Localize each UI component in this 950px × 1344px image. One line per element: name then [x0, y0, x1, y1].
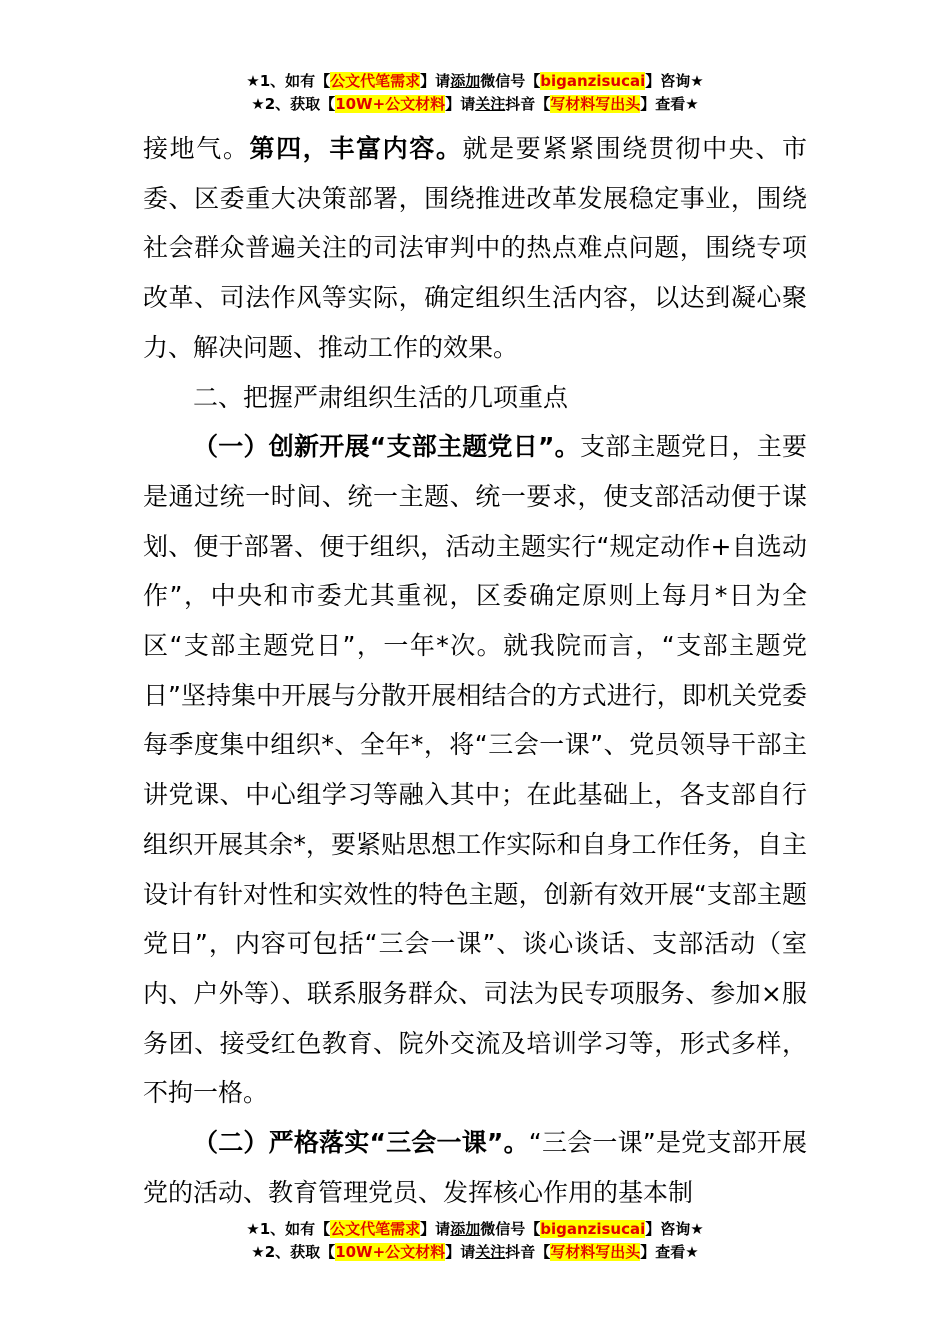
paragraph-text: 支部主题党日，主要是通过统一时间、统一主题、统一要求，使支部活动便于谋划、便于部署、便于组织，活动主题实行“规定动作+自选动作”，中央和市委尤其重视，区委确定原则上每月*日为全区“支部主题党日”，一年*次。就我院而言，“支部主题党日”坚持集中开展与分散开展相结合的方式进行，即机关党委每季度集中组织*、全年*，将“三会一课”、党员领导干部主讲党课、中心组学习等融入其中；在此基础上，各支部自行组织开展其余*，要紧贴思想工作实际和自身工作任务，自主设计有针对性和实效性的特色主题，创新有效开展“支部主题党日”，内容可包括“三会一课”、谈心谈话、支部活动（室内、户外等）、联系服务群众、司法为民专项服务、参加×服务团、接受红色教育、院外交流及培训学习等，形式多样，不拘一格。 [143, 432, 807, 1108]
subsection-title: （一）创新开展“支部主题党日”。 [193, 432, 580, 462]
banner-underlined-text: 添加 [450, 1220, 481, 1238]
banner-text: 】咨询★ [645, 72, 704, 90]
banner-text: 】请 [445, 1243, 476, 1261]
banner-text: 抖音【 [505, 95, 551, 113]
banner-highlight-service: 公文代笔需求 [330, 72, 421, 90]
banner-text: 】查看★ [640, 95, 699, 113]
banner-underlined-text: 关注 [475, 1243, 506, 1261]
paragraph-three-meetings [143, 1118, 807, 1217]
banner-text: 】请 [445, 95, 476, 113]
banner-underlined-text: 添加 [450, 72, 481, 90]
footer-banner [0, 1218, 950, 1264]
banner-text: ★1、如有【 [246, 72, 331, 90]
paragraph-text: 就是要紧紧围绕贯彻中央、市委、区委重大决策部署，围绕推进改革发展稳定事业，围绕社会群众普遍关注的司法审判中的热点难点问题，围绕专项改革、司法作风等实际，确定组织生活内容，以达到凝心聚力、解决问题、推动工作的效果。 [143, 134, 807, 362]
banner-highlight-douyin-id: 写材料写出头 [550, 95, 641, 113]
banner-text: 】咨询★ [645, 1220, 704, 1238]
banner-text: ★2、获取【 [251, 1243, 336, 1261]
subsection-title: （二）严格落实“三会一课”。 [193, 1128, 529, 1158]
banner-text: ★1、如有【 [246, 1220, 331, 1238]
banner-text: 微信号【 [480, 72, 541, 90]
banner-text: 】查看★ [640, 1243, 699, 1261]
banner-highlight-wechat-id: biganzisucai [540, 1220, 646, 1238]
banner-highlight-wechat-id: biganzisucai [540, 72, 646, 90]
footer-banner-line-2 [0, 1241, 950, 1264]
bold-lead-phrase: 第四，丰富内容。 [249, 134, 463, 163]
banner-text: 】请 [420, 1220, 451, 1238]
banner-highlight-materials: 10W+公文材料 [335, 95, 446, 113]
banner-text: 抖音【 [505, 1243, 551, 1261]
banner-text: 微信号【 [480, 1220, 541, 1238]
section-heading: 二、把握严肃组织生活的几项重点 [193, 382, 569, 412]
header-banner-line-1 [0, 70, 950, 93]
document-body [143, 124, 807, 1217]
paragraph-enrich-content [143, 124, 807, 373]
banner-underlined-text: 关注 [475, 95, 506, 113]
header-banner [0, 70, 950, 116]
paragraph-party-day [143, 422, 807, 1118]
banner-text: ★2、获取【 [251, 95, 336, 113]
header-banner-line-2 [0, 93, 950, 116]
footer-banner-line-1 [0, 1218, 950, 1241]
paragraph-text: “三会一课”是党支部开展党的活动、教育管理党员、发挥核心作用的基本制 [143, 1128, 807, 1207]
banner-highlight-service: 公文代笔需求 [330, 1220, 421, 1238]
banner-highlight-douyin-id: 写材料写出头 [550, 1243, 641, 1261]
banner-text: 】请 [420, 72, 451, 90]
banner-highlight-materials: 10W+公文材料 [335, 1243, 446, 1261]
paragraph-text: 接地气。 [143, 134, 250, 163]
